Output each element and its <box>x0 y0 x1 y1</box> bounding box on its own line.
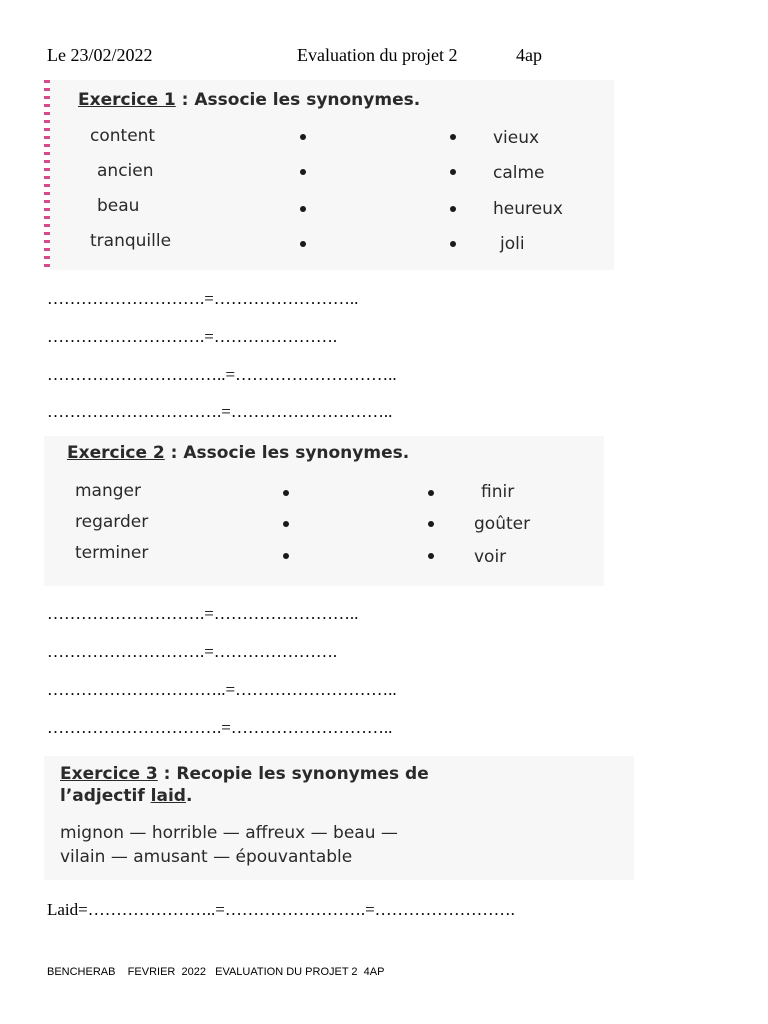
exercise3-instruction-prefix: l’adjectif <box>60 786 151 806</box>
exercise1-instruction: : Associe les synonymes. <box>175 90 421 110</box>
ex2-answer-line[interactable]: ………………………….=……………………….. <box>47 718 393 737</box>
ex2-right-dot[interactable] <box>428 521 434 527</box>
ex1-right-dot[interactable] <box>450 206 456 212</box>
ex2-left-word: manger <box>75 481 141 501</box>
ex1-left-dot[interactable] <box>300 134 306 140</box>
exercise3-title <box>60 764 429 784</box>
exercise3-number: Exercice 3 <box>60 764 158 784</box>
ex1-answer-line[interactable]: …………………………..=……………………….. <box>47 365 397 384</box>
ex1-left-word: content <box>90 126 156 146</box>
ex2-right-dot[interactable] <box>428 553 434 559</box>
ex1-left-dot[interactable] <box>300 206 306 212</box>
level: 4ap <box>516 45 542 65</box>
ex1-right-dot[interactable] <box>450 169 456 175</box>
ex2-right-word: goûter <box>474 514 531 534</box>
ex2-answer-line[interactable]: ……………………….=…………………. <box>47 642 338 661</box>
exercise3-instruction: : Recopie les synonymes de <box>157 764 429 784</box>
ex1-answer-line[interactable]: ……………………….=…………………. <box>47 327 338 346</box>
ex1-left-word: ancien <box>97 161 154 181</box>
ex2-left-word: terminer <box>75 543 149 563</box>
ex2-right-word: voir <box>474 547 507 567</box>
date: Le 23/02/2022 <box>47 45 153 65</box>
ex1-answer-line[interactable]: ……………………….=…………………….. <box>47 289 359 308</box>
exercise1-title <box>78 90 420 110</box>
ex1-right-word: heureux <box>493 199 563 219</box>
exercise3-keyword: laid <box>150 786 186 806</box>
exercise2-title <box>67 443 409 463</box>
exercise2-number: Exercice 2 <box>67 443 165 463</box>
ex1-answer-line[interactable]: ………………………….=……………………….. <box>47 402 393 421</box>
ex1-left-word: tranquille <box>90 231 172 251</box>
ex2-left-dot[interactable] <box>283 490 289 496</box>
exercise2-instruction: : Associe les synonymes. <box>164 443 410 463</box>
ex1-left-word: beau <box>97 196 140 216</box>
ex2-left-word: regarder <box>75 512 149 532</box>
footer: BENCHERAB FEVRIER 2022 EVALUATION DU PROJET 2 4AP <box>47 966 385 978</box>
ex1-left-dot[interactable] <box>300 169 306 175</box>
ex1-right-dot[interactable] <box>450 134 456 140</box>
ex2-left-dot[interactable] <box>283 553 289 559</box>
ex1-right-dot[interactable] <box>450 241 456 247</box>
exercise1-number: Exercice 1 <box>78 90 176 110</box>
ex2-left-dot[interactable] <box>283 521 289 527</box>
ex3-word-list: mignon — horrible — affreux — beau — <box>60 823 398 843</box>
exercise3-instruction-suffix: . <box>185 786 193 806</box>
ex2-answer-line[interactable]: …………………………..=……………………….. <box>47 680 397 699</box>
ex1-right-word: vieux <box>493 128 540 148</box>
ex2-right-word: finir <box>481 482 515 502</box>
ex3-word-list: vilain — amusant — épouvantable <box>60 847 353 867</box>
ex1-left-dot[interactable] <box>300 241 306 247</box>
ex2-answer-line[interactable]: ……………………….=…………………….. <box>47 604 359 623</box>
ex1-right-word: calme <box>493 163 545 183</box>
decorative-border <box>44 80 50 270</box>
page-title: Evaluation du projet 2 <box>297 45 458 65</box>
ex1-right-word: joli <box>500 234 525 254</box>
ex2-right-dot[interactable] <box>428 490 434 496</box>
ex3-answer-line[interactable]: Laid=…………………..=…………………….=……………………. <box>47 900 515 919</box>
exercise3-title-line2 <box>60 786 192 806</box>
